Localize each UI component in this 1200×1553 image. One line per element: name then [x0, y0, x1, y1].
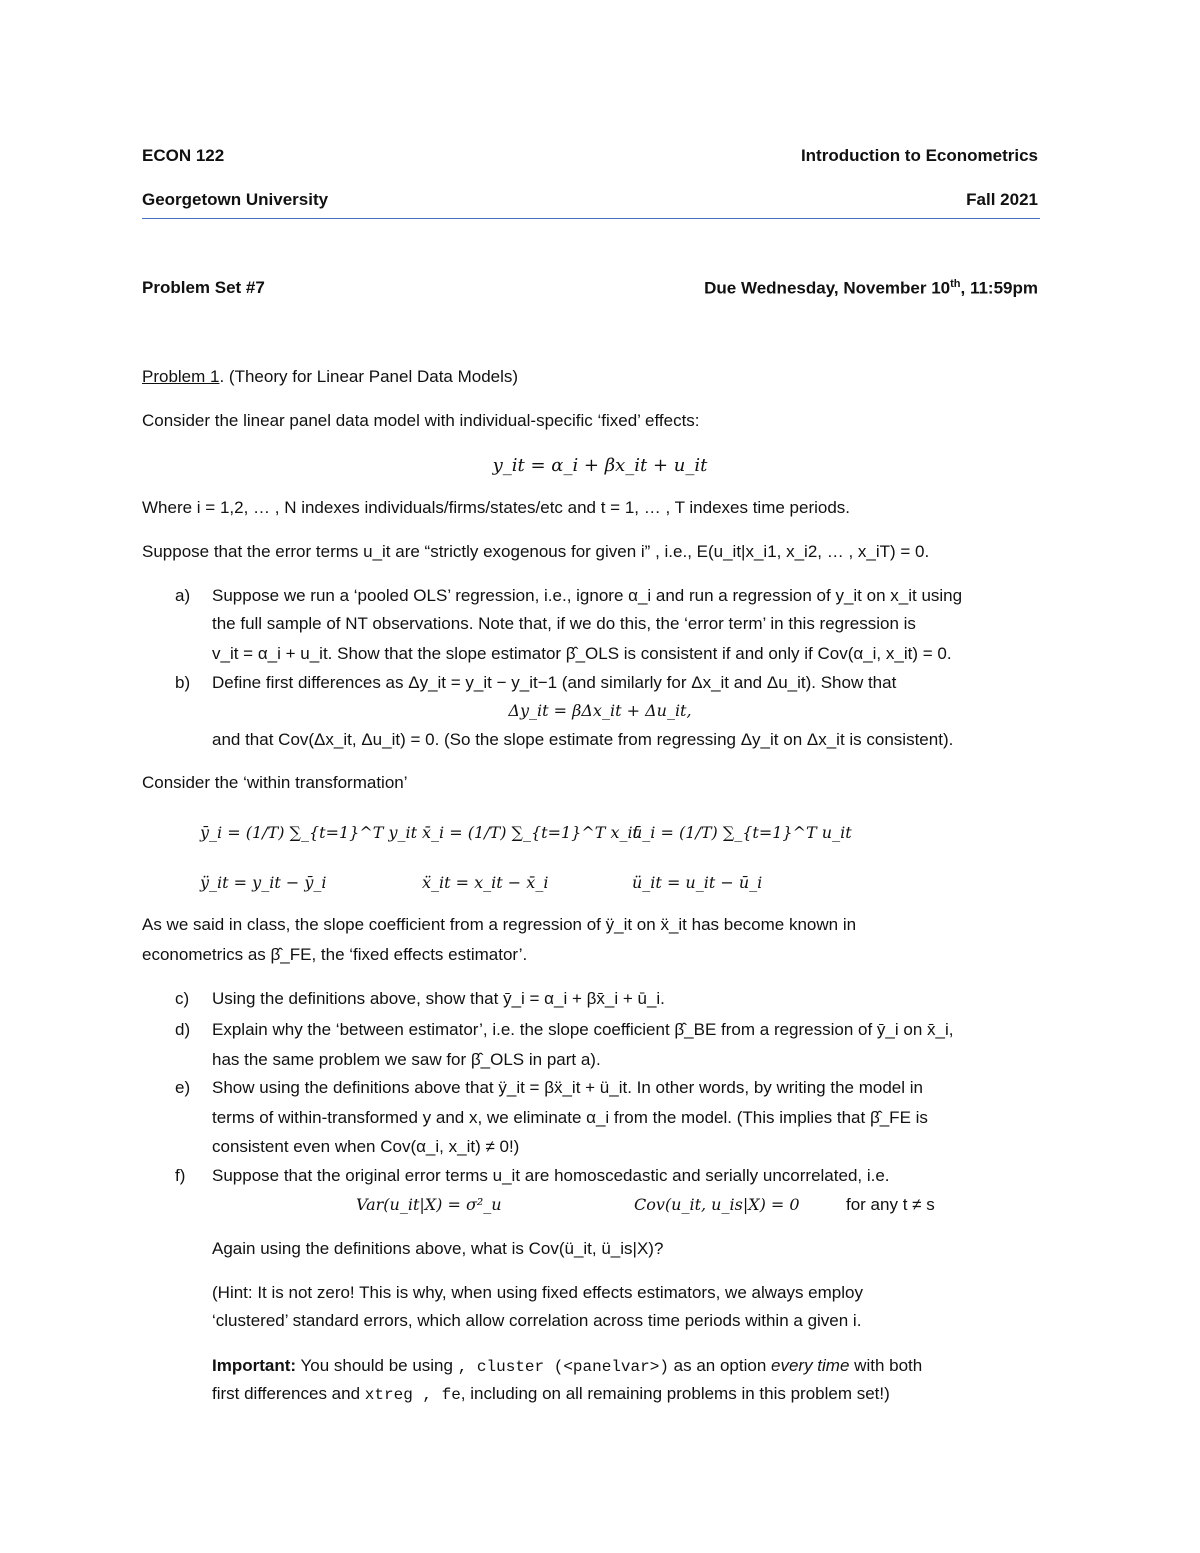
- part-d-label: d): [175, 1020, 191, 1039]
- cluster-option-code: , cluster (<panelvar>): [457, 1358, 669, 1376]
- part-f-question: Again using the definitions above, what is Cov(ü_it, ü_is|X)?: [212, 1239, 664, 1258]
- xtreg-code: xtreg , fe: [364, 1386, 461, 1404]
- part-a-line-2: the full sample of NT observations. Note that, if we do this, the ‘error term’ in this regression is: [212, 614, 916, 633]
- problem-set-title: Problem Set #7: [142, 278, 265, 297]
- header-rule: [142, 218, 1040, 219]
- hint-line-2: ‘clustered’ standard errors, which allow correlation across time periods within a given i.: [212, 1311, 862, 1330]
- due-prefix: Due Wednesday, November 10: [704, 278, 951, 298]
- problem-topic: . (Theory for Linear Panel Data Models): [219, 367, 519, 386]
- part-f-line-1: Suppose that the original error terms u_it are homoscedastic and serially uncorrelated, i.e.: [212, 1166, 890, 1185]
- important-line-2: [212, 1384, 890, 1404]
- udd-def: ü_it = u_it − ū_i: [632, 873, 763, 892]
- part-d-line-1: Explain why the ‘between estimator’, i.e. the slope coefficient β̂_BE from a regression of ȳ_i on x̄_i,: [212, 1020, 954, 1039]
- part-e-line-2: terms of within-transformed y and x, we eliminate α_i from the model. (This implies that β̂_FE is: [212, 1108, 928, 1127]
- part-e-label: e): [175, 1078, 191, 1097]
- important-text-5: , including on all remaining problems in this problem set!): [460, 1384, 890, 1403]
- xdd-def: ẍ_it = x_it − x̄_i: [422, 873, 549, 892]
- fe-text-1: As we said in class, the slope coefficient from a regression of ÿ_it on ẍ_it has become known in: [142, 915, 857, 934]
- where-line: Where i = 1,2, … , N indexes individuals/firms/states/etc and t = 1, … , T indexes time periods.: [142, 498, 851, 517]
- important-text-4: first differences and: [212, 1384, 365, 1403]
- part-c-line-1: Using the definitions above, show that ȳ_i = α_i + βx̄_i + ū_i.: [212, 989, 665, 1008]
- due-date: [704, 278, 1038, 299]
- part-c-label: c): [175, 989, 190, 1008]
- part-b-equation: Δy_it = βΔx_it + Δu_it,: [508, 701, 692, 720]
- problem-label: Problem 1: [142, 367, 220, 386]
- exogeneity-line: Suppose that the error terms u_it are “strictly exogenous for given i” , i.e., E(u_it|x_i1, x_i2, … , x_iT) = 0.: [142, 542, 930, 561]
- cov-condition: for any t ≠ s: [846, 1195, 935, 1214]
- term: Fall 2021: [966, 190, 1038, 209]
- part-b-line-1: Define first differences as Δy_it = y_it − y_it−1 (and similarly for Δx_it and Δu_it). Show that: [212, 673, 897, 692]
- important-text-2: as an option: [668, 1356, 772, 1375]
- course-code: ECON 122: [142, 146, 225, 165]
- part-a-line-3: v_it = α_i + u_it. Show that the slope estimator β̂_OLS is consistent if and only if Cov(α_i, x_it) = 0.: [212, 644, 952, 663]
- problem-intro: Consider the linear panel data model with individual-specific ‘fixed’ effects:: [142, 411, 700, 430]
- xbar-def: x̄_i = (1/T) ∑_{t=1}^T x_it: [422, 823, 640, 842]
- important-emphasis: every time: [771, 1356, 850, 1375]
- ydd-def: ÿ_it = y_it − ȳ_i: [200, 873, 327, 892]
- important-text-1: You should be using: [296, 1356, 458, 1375]
- important-line-1: [212, 1356, 922, 1376]
- part-b-label: b): [175, 673, 191, 692]
- fe-text-2: econometrics as β̂_FE, the ‘fixed effects estimator’.: [142, 945, 528, 964]
- due-sup: th: [950, 278, 961, 290]
- due-suffix: , 11:59pm: [960, 278, 1038, 298]
- important-label: Important:: [212, 1356, 297, 1375]
- problem-heading: [142, 367, 518, 387]
- university-name: Georgetown University: [142, 190, 329, 209]
- var-equation: Var(u_it|X) = σ²_u: [356, 1195, 502, 1214]
- part-e-line-1: Show using the definitions above that ÿ_it = βẍ_it + ü_it. In other words, by writing the model in: [212, 1078, 923, 1097]
- course-title: Introduction to Econometrics: [800, 146, 1038, 165]
- part-f-label: f): [175, 1166, 186, 1185]
- part-e-line-3: consistent even when Cov(α_i, x_it) ≠ 0!): [212, 1137, 520, 1156]
- cov-equation: Cov(u_it, u_is|X) = 0: [634, 1195, 800, 1214]
- model-equation: y_it = α_i + βx_it + u_it: [492, 455, 708, 476]
- ybar-def: ȳ_i = (1/T) ∑_{t=1}^T y_it: [200, 823, 418, 842]
- hint-line-1: (Hint: It is not zero! This is why, when using fixed effects estimators, we always employ: [212, 1283, 863, 1302]
- part-a-label: a): [175, 586, 191, 605]
- part-a-line-1: Suppose we run a ‘pooled OLS’ regression, i.e., ignore α_i and run a regression of y_it on x_it using: [212, 586, 963, 605]
- important-text-3: with both: [849, 1356, 923, 1375]
- ubar-def: ū_i = (1/T) ∑_{t=1}^T u_it: [632, 823, 852, 842]
- part-b-line-3: and that Cov(Δx_it, Δu_it) = 0. (So the slope estimate from regressing Δy_it on Δx_it is consistent).: [212, 730, 954, 749]
- part-d-line-2: has the same problem we saw for β̂_OLS in part a).: [212, 1050, 601, 1069]
- within-intro: Consider the ‘within transformation’: [142, 773, 408, 792]
